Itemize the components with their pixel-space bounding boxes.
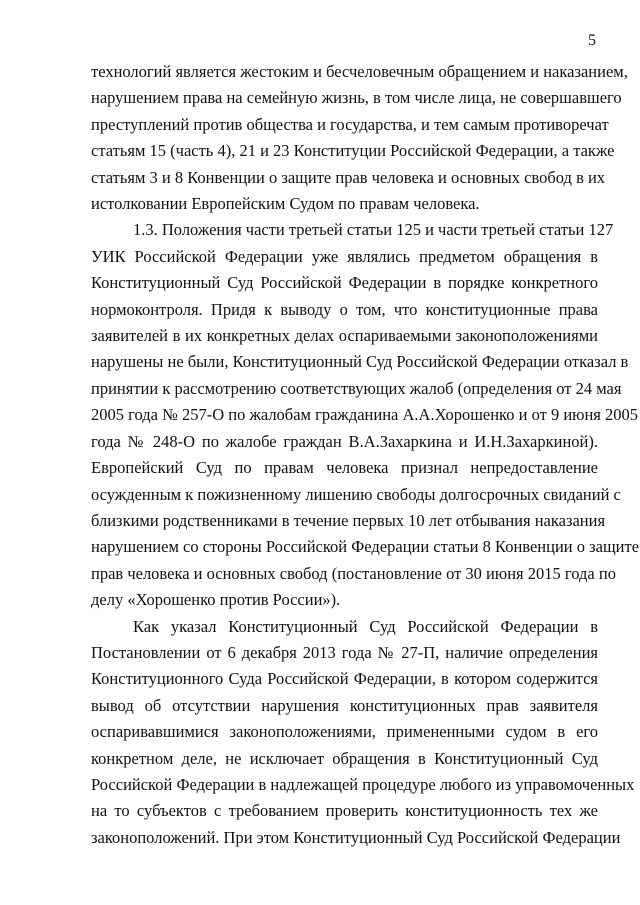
text-line: статьям 15 (часть 4), 21 и 23 Конституции Российской Федерации, а также bbox=[91, 141, 615, 161]
text-line: статьям 3 и 8 Конвенции о защите прав человека и основных свобод в их bbox=[91, 167, 606, 187]
text-line: Российской Федерации в надлежащей процедуре любого из управомоченных bbox=[91, 774, 635, 794]
text-line: близкими родственниками в течение первых 10 лет отбывания наказания bbox=[91, 510, 606, 530]
text-line: принятии к рассмотрению соответствующих жалоб (определения от 24 мая bbox=[91, 378, 622, 398]
text-line: 2005 года № 257-О по жалобам гражданина А.А.Хорошенко и от 9 июня 2005 bbox=[91, 405, 639, 425]
text-line: 1.3. Положения части третьей статьи 125 и части третьей статьи 127 bbox=[133, 220, 614, 240]
text-line: вывод об отсутствии нарушения конституционных прав заявителя bbox=[91, 695, 598, 715]
text-line: Как указал Конституционный Суд Российской Федерации в bbox=[133, 616, 598, 636]
text-line: конкретном деле, не исключает обращения в Конституционный Суд bbox=[91, 748, 598, 768]
text-line: Европейский Суд по правам человека признал непредоставление bbox=[91, 458, 598, 478]
text-line: законоположений. При этом Конституционный Суд Российской Федерации bbox=[91, 827, 621, 847]
text-line: нарушены не были, Конституционный Суд Российской Федерации отказал в bbox=[91, 352, 629, 372]
text-line: нарушением права на семейную жизнь, в том числе лица, не совершавшего bbox=[91, 88, 622, 108]
document-body bbox=[91, 59, 640, 851]
text-line: года № 248-О по жалобе граждан В.А.Захаркина и И.Н.Захаркиной). bbox=[91, 431, 598, 451]
text-line: осужденным к пожизненному лишению свободы долгосрочных свиданий с bbox=[91, 484, 621, 504]
text-line: Постановлении от 6 декабря 2013 года № 27-П, наличие определения bbox=[91, 642, 598, 662]
text-line: истолковании Европейским Судом по правам человека. bbox=[91, 194, 480, 214]
text-line: прав человека и основных свобод (постановление от 30 июня 2015 года по bbox=[91, 563, 616, 583]
text-line: на то субъектов с требованием проверить конституционность тех же bbox=[91, 801, 598, 821]
page-number: 5 bbox=[588, 32, 596, 49]
paragraph-3 bbox=[91, 614, 635, 852]
text-line: Конституционного Суда Российской Федерации, в котором содержится bbox=[91, 669, 598, 689]
paragraph-2 bbox=[91, 217, 640, 613]
text-line: Конституционный Суд Российской Федерации в порядке конкретного bbox=[91, 273, 598, 293]
text-line: преступлений против общества и государства, и тем самым противоречат bbox=[91, 114, 609, 134]
text-line: оспаривавшимися законоположениями, примененными судом в его bbox=[91, 722, 598, 742]
text-line: нарушением со стороны Российской Федерации статьи 8 Конвенции о защите bbox=[91, 537, 640, 557]
paragraph-1 bbox=[91, 59, 628, 217]
text-line: УИК Российской Федерации уже являлись предметом обращения в bbox=[91, 246, 598, 266]
text-line: технологий является жестоким и бесчеловечным обращением и наказанием, bbox=[91, 62, 628, 81]
text-line: заявителей в их конкретных делах оспариваемыми законоположениями bbox=[91, 326, 598, 346]
text-line: нормоконтроля. Придя к выводу о том, что конституционные права bbox=[91, 299, 598, 319]
text-line: делу «Хорошенко против России»). bbox=[91, 590, 341, 610]
